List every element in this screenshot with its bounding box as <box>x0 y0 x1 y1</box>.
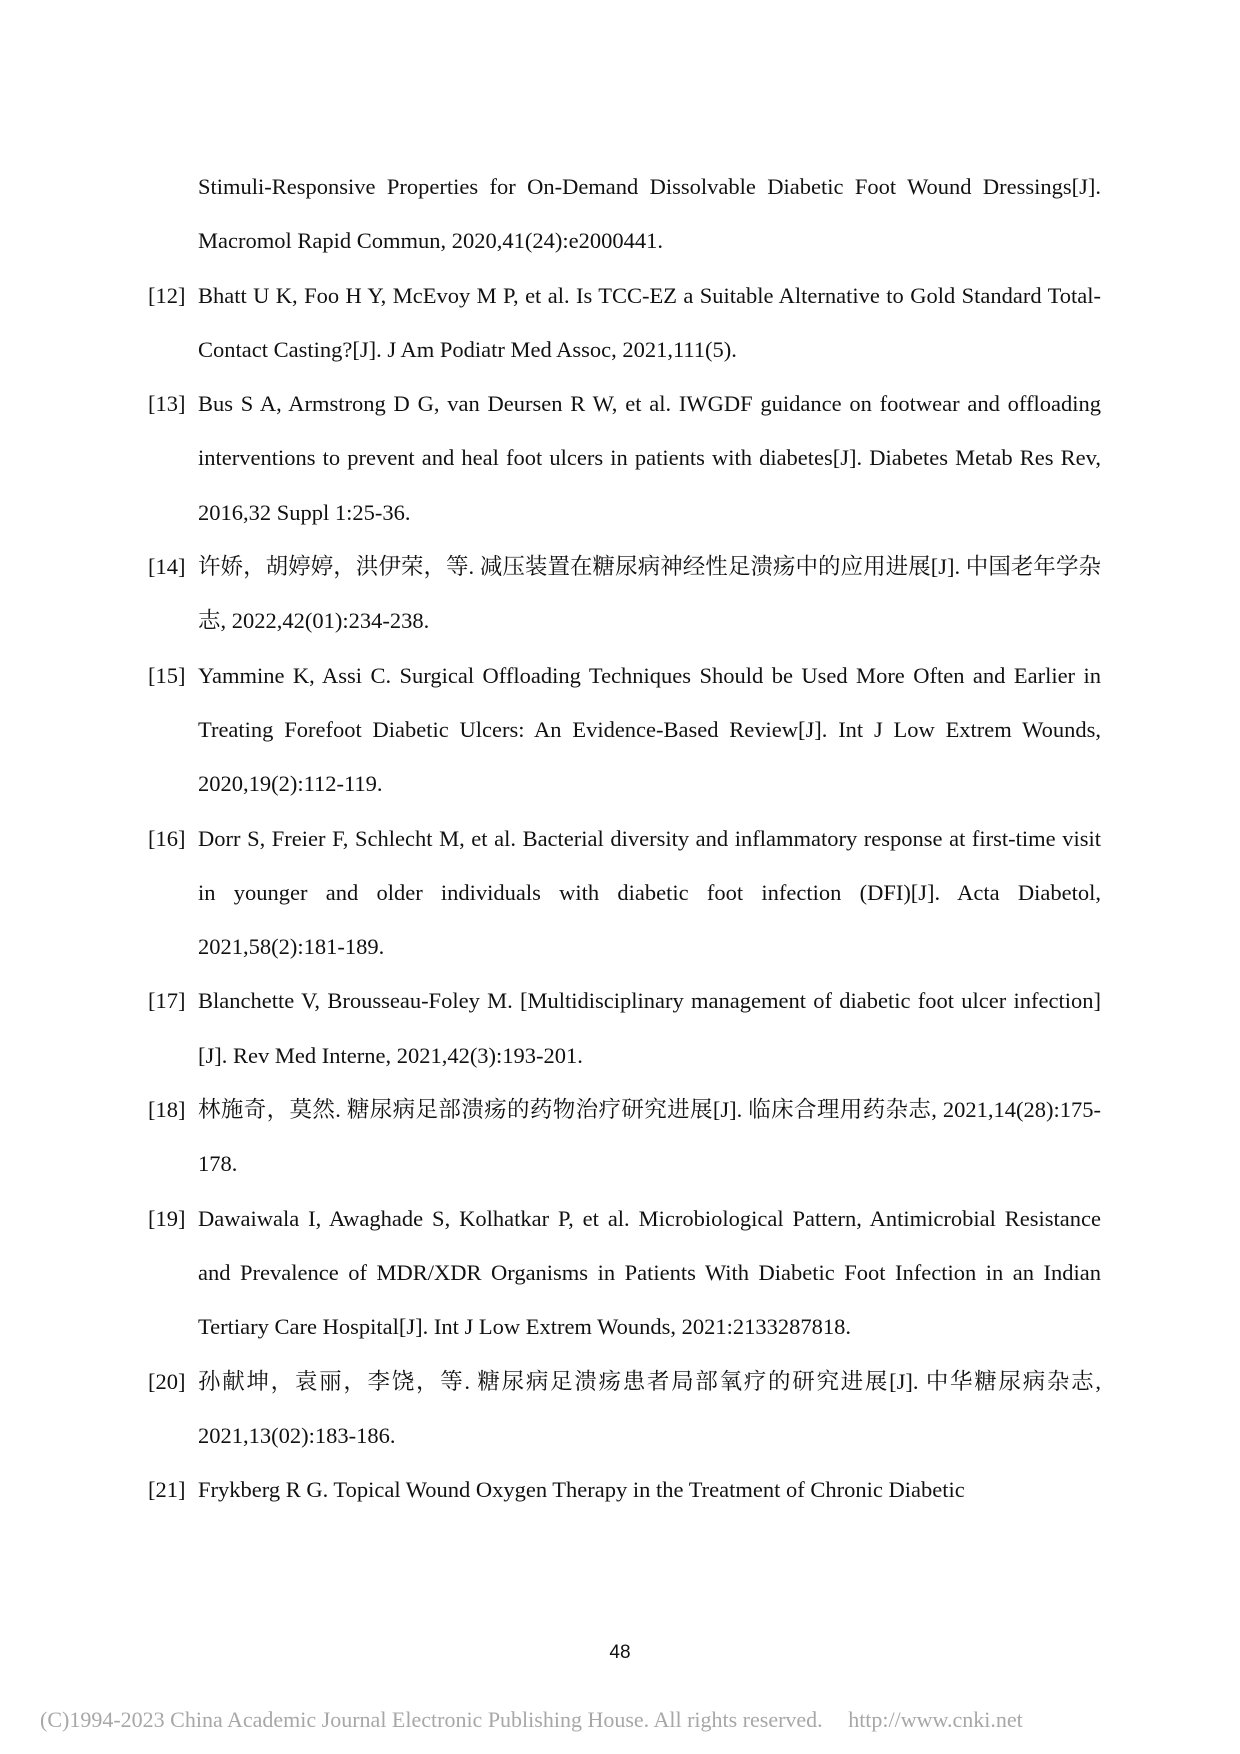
reference-item <box>148 1083 1101 1192</box>
reference-text: Frykberg R G. Topical Wound Oxygen Therapy in the Treatment of Chronic Diabetic <box>198 1477 965 1503</box>
reference-text: Blanchette V, Brousseau-Foley M. [Multidisciplinary management of diabetic foot ulcer infection][J]. Rev Med Interne, 2021,42(3):193-201. <box>198 988 1101 1068</box>
reference-item <box>148 974 1101 1083</box>
reference-list <box>148 160 1101 1517</box>
reference-item <box>148 812 1101 975</box>
reference-text: Yammine K, Assi C. Surgical Offloading Techniques Should be Used More Often and Earlier in Treating Forefoot Diabetic Ulcers: An Evidence-Based Review[J]. Int J Low Extrem Wounds, 2020,19(2):112-119. <box>198 662 1101 797</box>
reference-number: [14] <box>148 554 186 580</box>
reference-number: [21] <box>148 1477 186 1503</box>
page-number: 48 <box>609 1642 631 1663</box>
reference-number: [13] <box>148 391 186 417</box>
reference-item <box>148 1192 1101 1355</box>
reference-text: Bus S A, Armstrong D G, van Deursen R W, et al. IWGDF guidance on footwear and offloading interventions to prevent and heal foot ulcers in patients with diabetes[J]. Diabetes Metab Res Rev, 2016,32 Suppl 1:25-36. <box>198 391 1101 525</box>
reference-text: 林施奇，莫然. 糖尿病足部溃疡的药物治疗研究进展[J]. 临床合理用药杂志, 2021,14(28):175-178. <box>198 1097 1101 1177</box>
reference-number: [15] <box>148 662 186 688</box>
reference-number: [20] <box>148 1368 186 1394</box>
reference-number: [18] <box>148 1097 186 1123</box>
reference-text: Stimuli-Responsive Properties for On-Demand Dissolvable Diabetic Foot Wound Dressings[J]. Macromol Rapid Commun, 2020,41(24):e2000441. <box>198 174 1101 254</box>
reference-text: 孙献坤，袁丽，李饶，等. 糖尿病足溃疡患者局部氧疗的研究进展[J]. 中华糖尿病杂志, 2021,13(02):183-186. <box>198 1368 1101 1448</box>
copyright-text: (C)1994-2023 China Academic Journal Electronic Publishing House. All rights reserved. <box>40 1707 823 1732</box>
reference-number: [17] <box>148 988 186 1014</box>
reference-number: [16] <box>148 825 186 851</box>
reference-text: Dorr S, Freier F, Schlecht M, et al. Bacterial diversity and inflammatory response at first-time visit in younger and older individuals with diabetic foot infection (DFI)[J]. Acta Diabetol, 2021,58(2):181-189. <box>198 825 1101 960</box>
reference-text: 许娇，胡婷婷，洪伊荣，等. 减压装置在糖尿病神经性足溃疡中的应用进展[J]. 中国老年学杂志, 2022,42(01):234-238. <box>198 554 1101 634</box>
reference-text: Bhatt U K, Foo H Y, McEvoy M P, et al. Is TCC-EZ a Suitable Alternative to Gold Standard Total-Contact Casting?[J]. J Am Podiatr Med Assoc, 2021,111(5). <box>198 282 1101 362</box>
reference-item <box>148 1463 1101 1517</box>
reference-item <box>148 377 1101 540</box>
reference-item <box>148 1355 1101 1464</box>
reference-item <box>148 540 1101 649</box>
reference-item <box>148 160 1101 269</box>
footer-url: http://www.cnki.net <box>848 1707 1023 1732</box>
reference-text: Dawaiwala I, Awaghade S, Kolhatkar P, et al. Microbiological Pattern, Antimicrobial Resistance and Prevalence of MDR/XDR Organisms in Patients With Diabetic Foot Infection in an Indian Tertiary Care Hospital[J]. Int J Low Extrem Wounds, 2021:2133287818. <box>198 1205 1101 1340</box>
copyright-footer <box>40 1706 1200 1734</box>
reference-number: [12] <box>148 282 186 308</box>
reference-number: [19] <box>148 1205 186 1231</box>
reference-item <box>148 649 1101 812</box>
reference-item <box>148 269 1101 378</box>
